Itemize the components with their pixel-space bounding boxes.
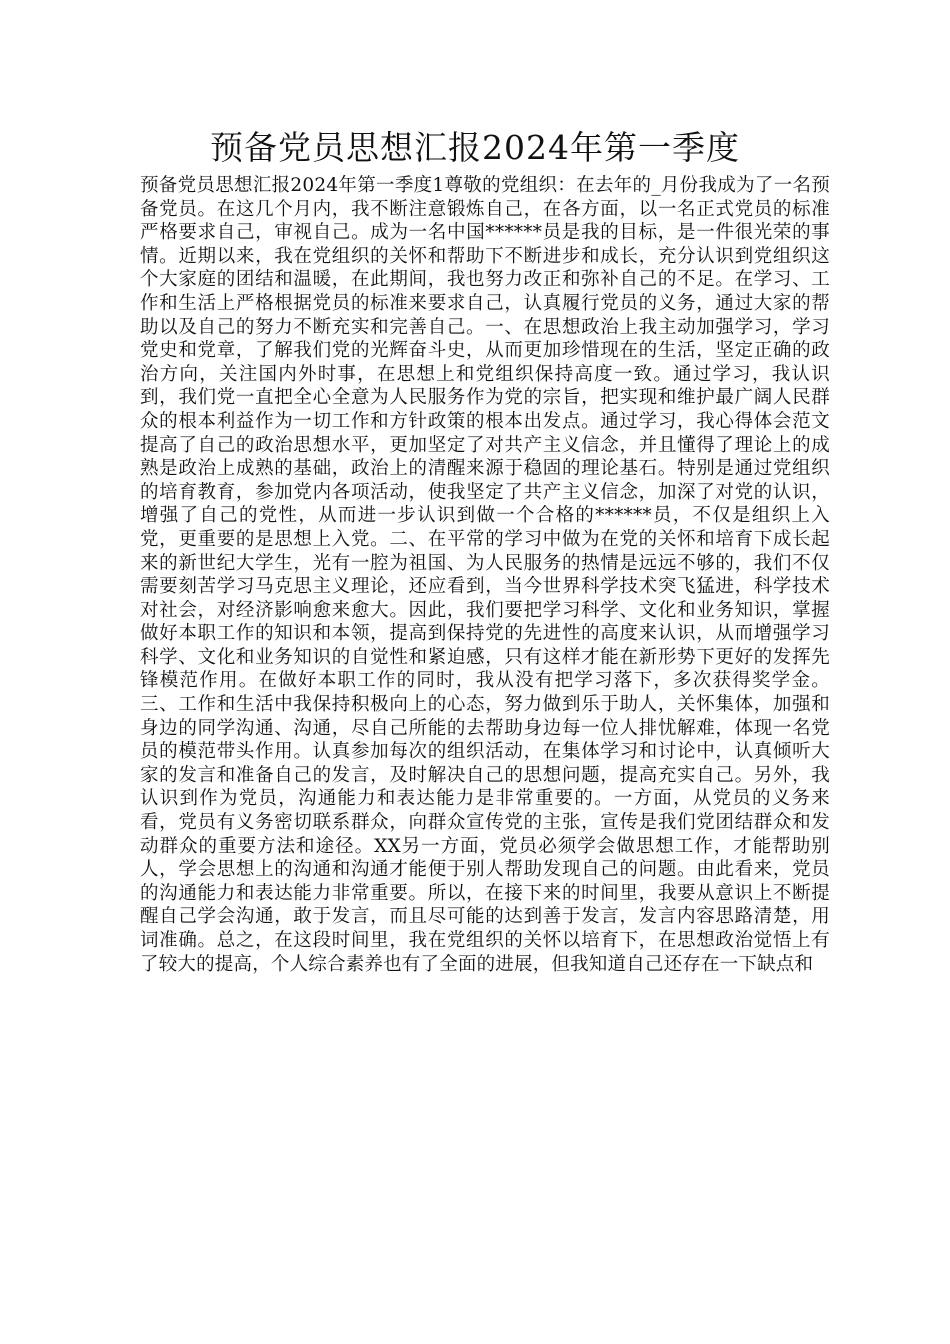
document-title: 预备党员思想汇报2024年第一季度 xyxy=(210,128,740,167)
document-body-text: 预备党员思想汇报2024年第一季度1尊敬的党组织：在去年的_月份我成为了一名预备党员。在这几个月内，我不断注意锻炼自己，在各方面，以一名正式党员的标准严格要求自己，审视自己。成为一名中国******员是我的目标，是一件很光荣的事情。近期以来，我在党组织的关怀和帮助下不断进步和成长，充分认识到党组织这个大家庭的团结和温暖，在此期间，我也努力改正和弥补自己的不足。在学习、工作和生活上严格根据党员的标准来要求自己，认真履行党员的义务，通过大家的帮助以及自己的努力不断充实和完善自己。一、在思想政治上我主动加强学习，学习党史和党章，了解我们党的光辉奋斗史，从而更加珍惜现在的生活，坚定正确的政治方向，关注国内外时事，在思想上和党组织保持高度一致。通过学习，我认识到，我们党一直把全心全意为人民服务作为党的宗旨，把实现和维护最广阔人民群众的根本利益作为一切工作和方针政策的根本出发点。通过学习，我心得体会范文提高了自己的政治思想水平，更加坚定了对共产主义信念，并且懂得了理论上的成熟是政治上成熟的基础，政治上的清醒来源于稳固的理论基石。特别是通过党组织的培育教育，参加党内各项活动，使我坚定了共产主义信念，加深了对党的认识，增强了自己的党性，从而进一步认识到做一个合格的******员，不仅是组织上入党，更重要的是思想上入党。二、在平常的学习中做为在党的关怀和培育下成长起来的新世纪大学生，光有一腔为祖国、为人民服务的热情是远远不够的，我们不仅需要刻苦学习马克思主义理论，还应看到，当今世界科学技术突飞猛进，科学技术对社会，对经济影响愈来愈大。因此，我们要把学习科学、文化和业务知识，掌握做好本职工作的知识和本领，提高到保持党的先进性的高度来认识，从而增强学习科学、文化和业务知识的自觉性和紧迫感，只有这样才能在新形势下更好的发挥先锋模范作用。在做好本职工作的同时，我从没有把学习落下，多次获得奖学金。三、工作和生活中我保持积极向上的心态，努力做到乐于助人，关怀集体，加强和身边的同学沟通、沟通，尽自己所能的去帮助身边每一位人排忧解难，体现一名党员的模范带头作用。认真参加每次的组织活动，在集体学习和讨论中，认真倾听大家的发言和准备自己的发言，及时解决自己的思想问题，提高充实自己。另外，我认识到作为党员，沟通能力和表达能力是非常重要的。一方面，从党员的义务来看，党员有义务密切联系群众，向群众宣传党的主张，宣传是我们党团结群众和发动群众的重要方法和途径。XX另一方面，党员必须学会做思想工作，才能帮助别人，学会思想上的沟通和沟通才能便于别人帮助发现自己的问题。由此看来，党员的沟通能力和表达能力非常重要。所以，在接下来的时间里，我要从意识上不断提醒自己学会沟通，敢于发言，而且尽可能的达到善于发言，发言内容思路清楚，用词准确。总之，在这段时间里，我在党组织的关怀以培育下，在思想政治觉悟上有了较大的提高，个人综合素养也有了全面的进展，但我知道自己还存在一下缺点和 xyxy=(140,175,830,975)
